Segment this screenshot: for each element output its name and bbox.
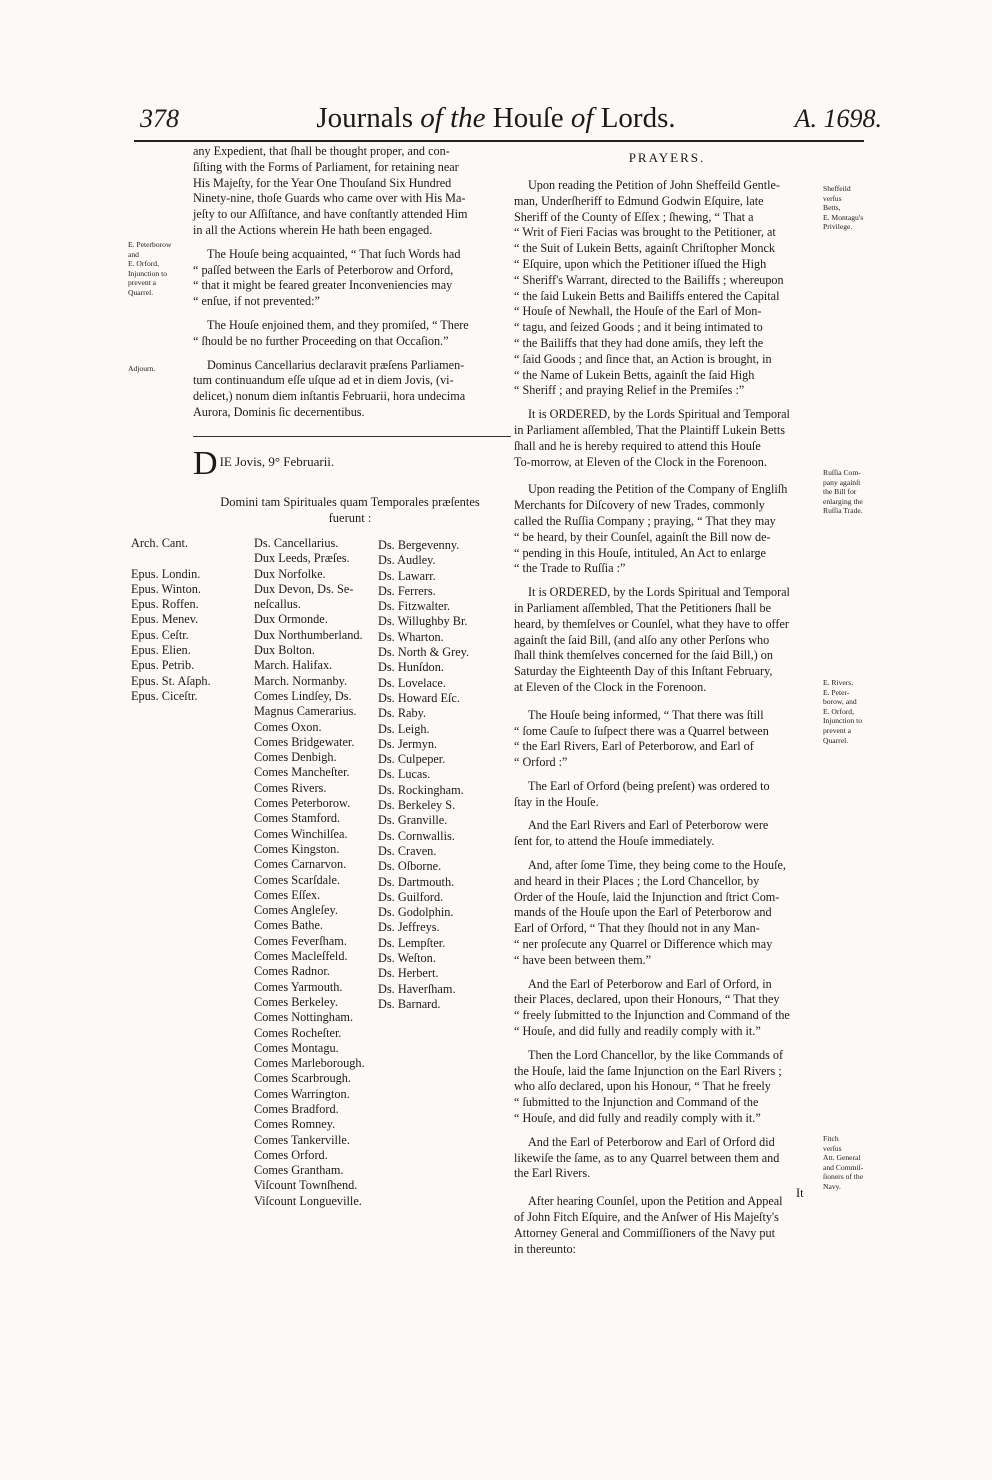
text-line: E. Orford, [128, 259, 159, 269]
year: A. 1698. [794, 104, 882, 133]
text-line: Upon reading the Petition of the Company of Engliſh [528, 482, 788, 497]
attendance-entry: Comes Oxon. [254, 719, 322, 734]
text-line: verſus [823, 193, 842, 203]
text-line: Ruſſia Com- [823, 468, 861, 477]
attendance-entry: Comes Grantham. [254, 1163, 344, 1178]
text-line: After hearing Counſel, upon the Petition and Appeal [528, 1194, 783, 1209]
attendance-entry: Epus. St. Aſaph. [131, 673, 211, 688]
title-word: the [450, 102, 486, 134]
text-line: ſtay in the Houſe. [514, 794, 599, 809]
attendance-entry: Ds. Cancellarius. [254, 536, 339, 550]
text-line: “ ner proſecute any Quarrel or Difference which may [514, 937, 773, 952]
attendance-entry: Ds. Willughby Br. [378, 614, 468, 629]
text-line: “ ſaid Goods ; and ſince that, an Action is brought, in [514, 351, 772, 366]
text-line: E. Orford, [823, 706, 854, 716]
attendance-entry: Ds. Cornwallis. [378, 828, 455, 843]
prayers-heading: PRAYERS. [628, 150, 706, 165]
margin-note-peterborow [128, 240, 186, 298]
attendance-entry: Epus. Winton. [131, 581, 201, 596]
attendance-entry: Ds. Lempſter. [378, 935, 446, 950]
text-line: “ be heard, by their Counſel, againſt the Bill now de- [514, 529, 771, 544]
attendance-entry: Epus. Ciceſtr. [131, 688, 198, 703]
text-line: mands of the Houſe upon the Earl of Peterborow and [514, 905, 772, 920]
text-line: “ enſue, if not prevented:” [193, 294, 320, 309]
day-heading [193, 445, 511, 482]
text-line: To-morrow, at Eleven of the Clock in the Forenoon. [514, 454, 767, 469]
text-line: verſus [823, 1143, 842, 1153]
title-word: Houſe [492, 102, 564, 134]
text-line: It is ORDERED, by the Lords Spiritual and Temporal [528, 407, 790, 422]
attendance-entry: Comes Feverſham. [254, 933, 347, 948]
text-line: man, Underſheriff to Edmund Godwin Eſquire, late [514, 193, 764, 208]
attendance-entry: Comes Orford. [254, 1147, 328, 1162]
sheffeild-paragraph [514, 178, 820, 399]
sent-paragraph [514, 818, 820, 850]
attendance-entry: Comes Radnor. [254, 964, 330, 979]
margin-note-text [823, 184, 885, 232]
drop-cap: D [193, 445, 218, 482]
attendance-entry: Comes Rivers. [254, 780, 327, 795]
page-header [0, 100, 992, 140]
text-line: jeſty to our Aſſiſtance, and have conſtantly attended Him [193, 207, 468, 222]
attendance-entry: Ds. Ferrers. [378, 583, 436, 598]
text-line: the Bill for [823, 487, 857, 497]
text-line: borow, and [823, 697, 857, 707]
attendance-entry: Comes Denbigh. [254, 750, 337, 765]
text-line: Merchants for Diſcovery of new Trades, commonly [514, 498, 765, 513]
after-paragraph [514, 858, 820, 969]
attendance-entry: Ds. Godolphin. [378, 905, 454, 920]
text-line: “ Houſe, and did fully and readily comply with it.” [514, 1024, 761, 1039]
text-line: “ ſubmitted to the Injunction and Command of the [514, 1095, 759, 1110]
text-line: the Earl Rivers. [514, 1166, 591, 1181]
title-word: of [420, 102, 443, 134]
attendance-entry: Ds. North & Grey. [378, 645, 470, 660]
text-line: tum continuandum eſſe uſque ad et in diem Jovis, (vi- [193, 373, 454, 388]
text-line: againſt the ſaid Bill, (and alſo any other Perſons who [514, 632, 770, 647]
attendance-entry: Comes Yarmouth. [254, 979, 343, 994]
attendance-entry: Comes Macleſfeld. [254, 949, 348, 964]
attendance-entry: Ds. Craven. [378, 843, 437, 858]
domini-text [200, 494, 500, 526]
intro-paragraph [193, 144, 511, 239]
attendance-entry: Dux Devon, Ds. Se- [254, 581, 354, 596]
attendance-entry: Dux Ormonde. [254, 612, 328, 627]
margin-note-text [823, 678, 885, 745]
text-line: fuerunt : [328, 511, 372, 525]
text-line: Ruſſia Trade. [823, 506, 863, 516]
attendance-entry: Ds. Lawarr. [378, 568, 436, 583]
text-line: Dominus Cancellarius declaravit præſens Parliamen- [207, 357, 465, 372]
text-line: in thereunto: [514, 1241, 576, 1256]
attendance-entry: Ds. Barnard. [378, 996, 441, 1011]
margin-note-text [128, 240, 186, 298]
attendance-entry: Epus. Ceſtr. [131, 627, 189, 642]
attendance-entry: Comes Mancheſter. [254, 765, 350, 780]
attendance-entry: Dux Northumberland. [254, 627, 363, 642]
text-line: Adjourn. [128, 364, 156, 373]
margin-note-sheffeild [823, 184, 885, 232]
text-line: Earl of Orford, “ That they ſhould not in any Man- [514, 921, 760, 936]
text-line: And the Earl of Peterborow and Earl of Orford, in [528, 976, 772, 991]
attendance-entry: Ds. Jeffreys. [378, 920, 440, 935]
margin-note-adjourn [128, 364, 186, 374]
attendance-entry: Comes Kingston. [254, 841, 340, 856]
attendance-entry: Ds. Wharton. [378, 629, 444, 644]
text-line: Privilege. [823, 222, 853, 232]
text-line: Betts, [823, 203, 841, 213]
text-line: “ Houſe, and did fully and readily comply with it.” [514, 1111, 761, 1126]
text-line: Fitch [823, 1134, 839, 1143]
text-line: “ ſome Cauſe to ſuſpect there was a Quarrel between [514, 723, 769, 738]
text-line: ſhall and he is hereby required to attend this Houſe [514, 438, 761, 453]
text-line: Sheffeild [823, 184, 851, 193]
text-line: prevent a [823, 725, 852, 735]
day-heading-text: IE Jovis, 9° Februarii. [219, 454, 335, 469]
attendance-entry: Comes Nottingham. [254, 1010, 354, 1025]
attendance-entry: Ds. Haverſham. [378, 981, 456, 996]
text-line: “ have been between them.” [514, 952, 652, 967]
attendance-entry: Ds. Lovelace. [378, 675, 446, 690]
catchword: It [796, 1186, 804, 1200]
enjoined-paragraph [193, 318, 511, 350]
text-line: Upon reading the Petition of John Sheffeild Gentle- [528, 178, 780, 192]
attendance-entry: Epus. Petrib. [131, 658, 195, 673]
header-rule [134, 140, 864, 142]
attendance-entry: Comes Berkeley. [254, 994, 338, 1009]
text-line: Ninety-nine, thoſe Guards who came over with His Ma- [193, 191, 466, 206]
text-line: “ the Trade to Ruſſia :” [514, 561, 626, 576]
attendance-entry: Comes Peterborow. [254, 796, 351, 811]
text-line: enlarging the [823, 496, 863, 506]
text-line: And, after ſome Time, they being come to the Houſe, [528, 858, 786, 873]
text-line: And the Earl of Peterborow and Earl of Orford did [528, 1134, 775, 1149]
attendance-entry: neſcallus. [254, 597, 301, 612]
attendance-entry: Ds. Oſborne. [378, 859, 442, 874]
attendance-entry: March. Halifax. [254, 658, 333, 673]
attendance-entry: Comes Scarſdale. [254, 872, 341, 887]
attendance-officers-earls [254, 536, 365, 1209]
attendance-barons [378, 538, 469, 1012]
text-line: Domini tam Spirituales quam Temporales præſentes [220, 495, 480, 509]
text-line: Quarrel. [823, 735, 849, 745]
text-line: Then the Lord Chancellor, by the like Commands of [528, 1047, 784, 1062]
text-line: The Houſe enjoined them, and they promiſed, “ There [207, 317, 469, 332]
right-column [514, 178, 820, 1257]
text-line: “ pending in this Houſe, intituled, An Act to enlarge [514, 545, 766, 560]
attendance-entry: Ds. Audley. [378, 553, 436, 568]
title-word: Lords. [600, 102, 676, 134]
attendance-entry: Comes Bathe. [254, 918, 323, 933]
text-line: and Commiſ- [823, 1162, 864, 1172]
attendance-entry: Viſcount Longueville. [254, 1193, 362, 1208]
text-line: E. Peterborow [128, 240, 172, 249]
text-line: in all the Actions wherein He hath been engaged. [193, 222, 433, 237]
text-line: “ the Suit of Lukein Betts, againſt Chriſtopher Monck [514, 241, 775, 256]
attendance-entry: Ds. Jermyn. [378, 736, 438, 751]
text-line: at Eleven of the Clock in the Forenoon. [514, 679, 707, 694]
ordered-paragraph-1 [514, 407, 820, 470]
attendance-entry: Ds. Fitzwalter. [378, 599, 451, 614]
attendance-entry: Ds. Lucas. [378, 767, 431, 782]
text-line: their Places, declared, upon their Honours, “ That they [514, 992, 780, 1007]
attendance-entry: Ds. Howard Eſc. [378, 690, 460, 705]
rivers-paragraph [514, 1048, 820, 1127]
attendance-entry: Arch. Cant. [131, 536, 189, 550]
text-line: Quarrel. [128, 287, 154, 297]
text-line: Saturday the Eighteenth Day of this Inſtant February, [514, 664, 773, 679]
text-line: and [128, 249, 139, 259]
text-line: Injunction to [823, 716, 863, 726]
ordered-paragraph-2 [514, 585, 820, 696]
attendance-entry: Comes Warrington. [254, 1086, 350, 1101]
orford-paragraph [514, 779, 820, 811]
text-line: Injunction to [128, 268, 168, 278]
attendance-entry: Viſcount Townſhend. [254, 1178, 358, 1193]
adjourn-paragraph [193, 358, 511, 421]
text-line: any Expedient, that ſhall be thought proper, and con- [193, 144, 450, 158]
margin-note-russia [823, 468, 885, 516]
text-line: of John Fitch Eſquire, and the Anſwer of His Majeſty's [514, 1210, 779, 1225]
text-line: “ the Earl Rivers, Earl of Peterborow, and Earl of [514, 739, 754, 754]
fitch-paragraph [514, 1194, 820, 1257]
text-line: “ that it might be feared greater Inconveniencies may [193, 278, 453, 293]
title-word: of [570, 102, 594, 134]
attendance-entry: Magnus Camerarius. [254, 704, 357, 719]
text-line: in Parliament aſſembled, That the Plaintiff Lukein Betts [514, 422, 786, 437]
attendance-entry: Dux Norfolke. [254, 566, 326, 581]
attendance-entry: Ds. Culpeper. [378, 752, 446, 767]
attendance-entry: Ds. Raby. [378, 706, 427, 721]
text-line: The Earl of Orford (being preſent) was ordered to [528, 778, 770, 793]
text-line: ſent for, to attend the Houſe immediately. [514, 834, 715, 849]
russia-paragraph [514, 482, 820, 577]
attendance-entry: Comes Angleſey. [254, 903, 338, 918]
attendance-entry: Ds. Bergevenny. [378, 538, 460, 552]
attendance-entry: Ds. Herbert. [378, 966, 439, 981]
attendance-entry: March. Normanby. [254, 673, 348, 688]
text-line: Attorney General and Commiſſioners of the Navy put [514, 1225, 775, 1240]
margin-note-rivers [823, 678, 885, 745]
text-line: E. Montagu's [823, 212, 864, 222]
attendance-entry: Epus. Londin. [131, 566, 201, 581]
attendance-entry: Epus. Roffen. [131, 597, 199, 612]
text-line: “ the ſaid Lukein Betts and Bailiffs entered the Capital [514, 288, 780, 303]
text-line: Order of the Houſe, laid the Injunction and ſtrict Com- [514, 889, 780, 904]
title-word: Journals [316, 102, 414, 134]
attendance-entry: Comes Scarbrough. [254, 1071, 351, 1086]
left-column [193, 144, 511, 421]
text-line: and heard in their Places ; the Lord Chancellor, by [514, 873, 760, 888]
text-line: ſioners of the [823, 1172, 864, 1182]
attendance-entry: Epus. Menev. [131, 612, 199, 627]
text-line: “ the Bailiffs that they had done amiſs, they left the [514, 335, 764, 350]
text-line: “ Eſquire, upon which the Petitioner iſſued the High [514, 256, 767, 271]
text-line: E. Rivers, [823, 678, 854, 687]
attendance-entry: Ds. Berkeley S. [378, 798, 456, 813]
attendance-clergy [131, 536, 211, 704]
text-line: “ Sheriff ; and praying Relief in the Premiſes :” [514, 383, 745, 398]
attendance-entry: Comes Montagu. [254, 1040, 339, 1055]
text-line: delicet,) nonum diem inſtantis Februarii, hora undecima [193, 389, 466, 404]
section-rule [193, 436, 511, 437]
text-line: “ Orford :” [514, 755, 568, 770]
text-line: “ Sheriff's Warrant, directed to the Bailiffs ; whereupon [514, 272, 784, 287]
attendance-entry: Dux Leeds, Præſes. [254, 551, 350, 566]
text-line: the Houſe, laid the ſame Injunction on the Earl Rivers ; [514, 1063, 782, 1078]
attendance-entry: Comes Lindſey, Ds. [254, 688, 352, 703]
attendance-entry [131, 551, 211, 566]
text-line: called the Ruſſia Company ; praying, “ That they may [514, 513, 776, 528]
attendance-entry: Comes Stamford. [254, 811, 341, 826]
text-line: The Houſe being acquainted, “ That ſuch Words had [207, 246, 461, 261]
attendance-entry: Ds. Dartmouth. [378, 874, 455, 889]
text-line: His Majeſty, for the Year One Thouſand Six Hundred [193, 175, 452, 190]
margin-note-fitch [823, 1134, 885, 1192]
attendance-entry: Comes Marleborough. [254, 1056, 365, 1071]
text-line: “ tagu, and ſeized Goods ; and it being intimated to [514, 320, 763, 335]
attendance-entry: Comes Bridgewater. [254, 734, 355, 749]
text-line: ſhall think themſelves concerned for the ſaid Bill,) on [514, 648, 773, 663]
attendance-entry: Ds. Leigh. [378, 721, 430, 736]
text-line: Aurora, Dominis ſic decernentibus. [193, 404, 365, 419]
attendance-entry: Comes Bradford. [254, 1101, 339, 1116]
text-line: “ ſhould be no further Proceeding on that Occaſion.” [193, 333, 449, 348]
attendance-entry: Ds. Rockingham. [378, 782, 464, 797]
attendance-entry: Comes Romney. [254, 1117, 336, 1132]
text-line: “ Houſe of Newhall, the Houſe of the Earl of Mon- [514, 304, 762, 319]
likewise-paragraph [514, 1135, 820, 1182]
attendance-entry: Ds. Hunſdon. [378, 660, 444, 675]
text-line: “ the Name of Lukein Betts, againſt the ſaid High [514, 367, 755, 382]
attendance-entry: Dux Bolton. [254, 643, 315, 658]
attendance-entry: Comes Rocheſter. [254, 1025, 342, 1040]
attendance-entry: Comes Tankerville. [254, 1132, 350, 1147]
attendance-entry: Ds. Granville. [378, 813, 448, 828]
text-line: “ freely ſubmitted to the Injunction and Command of the [514, 1008, 790, 1023]
text-line: Navy. [823, 1181, 841, 1191]
words-paragraph [193, 247, 511, 310]
text-line: pany againſt [823, 477, 861, 487]
text-line: It is ORDERED, by the Lords Spiritual and Temporal [528, 585, 790, 600]
text-line: The Houſe being informed, “ That there was ſtill [528, 707, 764, 722]
attendance-entry: Ds. Guilford. [378, 889, 444, 904]
text-line: “ paſſed between the Earls of Peterborow and Orford, [193, 262, 454, 277]
text-line: heard, by themſelves or Counſel, what they have to offer [514, 616, 789, 631]
text-line: Sheriff of the County of Eſſex ; ſhewing, “ That a [514, 209, 754, 224]
text-line: “ Writ of Fieri Facias was brought to the Petitioner, at [514, 225, 776, 240]
margin-note-text [823, 1134, 885, 1192]
declared-paragraph [514, 977, 820, 1040]
text-line: prevent a [128, 278, 157, 288]
domini-heading [200, 494, 500, 526]
informed-paragraph [514, 708, 820, 771]
text-line: ſiſting with the Forms of Parliament, for retaining near [193, 159, 459, 174]
text-line: Att. General [823, 1153, 861, 1163]
attendance-entry: Ds. Weſton. [378, 951, 436, 966]
attendance-entry: Epus. Elien. [131, 643, 191, 658]
attendance-entry: Comes Carnarvon. [254, 857, 347, 872]
text-line: who alſo declared, upon his Honour, “ That he freely [514, 1079, 771, 1094]
attendance-entry: Comes Eſſex. [254, 887, 321, 902]
text-line: likewiſe the ſame, as to any Quarrel between them and [514, 1150, 780, 1165]
margin-note-text [823, 468, 885, 516]
text-line: And the Earl Rivers and Earl of Peterborow were [528, 818, 769, 833]
text-line: in Parliament aſſembled, That the Petitioners ſhall be [514, 600, 772, 615]
page-number: 378 [140, 104, 179, 133]
attendance-entry: Comes Winchilſea. [254, 826, 348, 841]
margin-note-text [128, 364, 186, 374]
text-line: E. Peter- [823, 687, 850, 697]
